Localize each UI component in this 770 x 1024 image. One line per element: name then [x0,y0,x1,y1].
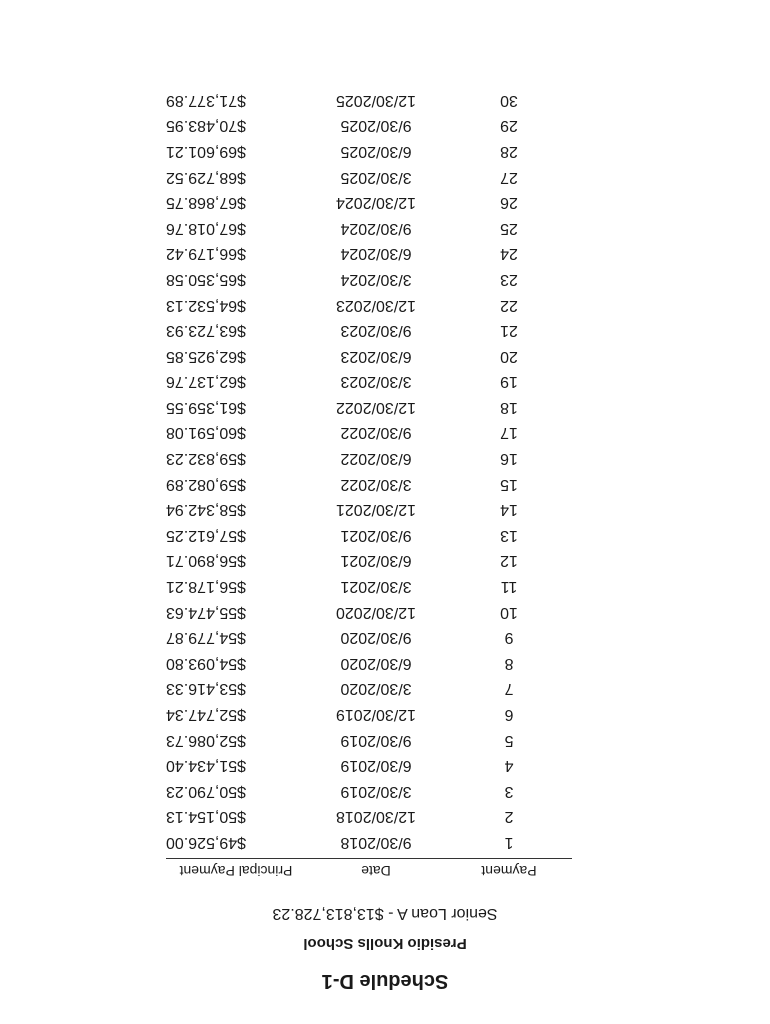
payment-number: 12 [500,552,518,570]
payment-number: 25 [500,219,518,237]
payment-date: 3/30/2023 [340,373,412,391]
principal-amount: $59,832.23 [166,450,247,468]
payment-date: 12/30/2020 [335,603,417,621]
column-header-principal: Principal Payment [179,863,293,879]
payment-number: 23 [500,270,518,288]
principal-amount: $58,342.94 [166,501,247,519]
payment-date: 12/30/2019 [335,706,417,724]
payment-date: 9/30/2023 [340,322,412,340]
payment-number: 16 [500,450,518,468]
principal-amount: $49,526.00 [166,834,247,851]
table-row [166,241,572,267]
principal-amount: $59,082.89 [166,475,247,493]
table-row [166,650,572,676]
table-row [166,625,572,651]
school-name: Presidio Knolls School [303,935,467,952]
payment-date: 9/30/2022 [340,424,412,442]
payment-number: 13 [500,526,518,544]
payment-date: 6/30/2024 [340,245,412,263]
payment-number: 5 [504,731,514,749]
payment-number: 6 [504,706,514,724]
table-row [166,778,572,804]
principal-amount: $56,178.21 [166,578,247,596]
payment-date: 3/30/2025 [340,168,412,186]
schedule-title: Schedule D-1 [321,970,449,992]
table-row [166,497,572,523]
table-row [166,829,572,855]
payment-number: 7 [504,680,514,698]
principal-amount: $71,377.89 [166,91,247,109]
principal-amount: $64,532.13 [166,296,247,314]
table-row [166,727,572,753]
table-row [166,343,572,369]
payment-date: 3/30/2019 [340,782,412,800]
payment-number: 28 [500,142,518,160]
payment-date: 3/30/2022 [340,475,412,493]
payment-number: 26 [500,194,518,212]
principal-amount: $50,154.13 [166,808,247,826]
payment-number: 10 [500,603,518,621]
principal-amount: $57,612.25 [166,526,247,544]
payment-number: 8 [504,654,514,672]
principal-amount: $55,474.63 [166,603,247,621]
principal-amount: $53,416.33 [166,680,247,698]
table-row [166,471,572,497]
principal-amount: $50,790.23 [166,782,247,800]
table-row [166,548,572,574]
payment-number: 20 [500,347,518,365]
principal-amount: $69,601.21 [166,142,247,160]
payment-date: 6/30/2022 [340,450,412,468]
payment-schedule-table [166,87,572,883]
payment-date: 12/30/2024 [335,194,417,212]
payment-date: 12/30/2023 [335,296,417,314]
table-row [166,113,572,139]
payment-number: 19 [500,373,518,391]
payment-number: 9 [504,629,514,647]
payment-number: 30 [500,91,518,109]
payment-date: 6/30/2025 [340,142,412,160]
principal-amount: $70,483.95 [166,117,247,135]
table-row [166,266,572,292]
payment-number: 21 [500,322,518,340]
principal-amount: $67,018.76 [166,219,247,237]
principal-amount: $62,925.85 [166,347,247,365]
table-row [166,394,572,420]
table-row [166,522,572,548]
principal-amount: $65,350.58 [166,270,247,288]
payment-date: 6/30/2021 [340,552,412,570]
principal-amount: $61,359.55 [166,398,247,416]
table-body [166,87,572,858]
table-row [166,753,572,779]
principal-amount: $51,434.40 [166,757,247,775]
principal-amount: $63,723.93 [166,322,247,340]
table-row [166,599,572,625]
principal-amount: $52,747.34 [166,706,247,724]
payment-date: 6/30/2019 [340,757,412,775]
table-row [166,292,572,318]
principal-amount: $54,093.80 [166,654,247,672]
table-row [166,369,572,395]
payment-number: 29 [500,117,518,135]
principal-amount: $68,729.52 [166,168,247,186]
table-row [166,573,572,599]
payment-date: 3/30/2020 [340,680,412,698]
table-row [166,190,572,216]
table-row [166,138,572,164]
payment-number: 1 [504,834,514,851]
principal-amount: $56,890.71 [166,552,247,570]
payment-number: 17 [500,424,518,442]
principal-amount: $54,779.87 [166,629,247,647]
table-row [166,446,572,472]
payment-date: 12/30/2022 [335,398,417,416]
principal-amount: $52,086.73 [166,731,247,749]
table-header [166,858,572,883]
payment-date: 9/30/2024 [340,219,412,237]
principal-amount: $60,591.08 [166,424,247,442]
payment-number: 14 [500,501,518,519]
payment-date: 9/30/2020 [340,629,412,647]
principal-amount: $67,868.75 [166,194,247,212]
payment-date: 6/30/2020 [340,654,412,672]
table-row [166,318,572,344]
payment-number: 24 [500,245,518,263]
payment-number: 18 [500,398,518,416]
payment-number: 2 [504,808,514,826]
payment-number: 27 [500,168,518,186]
payment-date: 9/30/2021 [340,526,412,544]
payment-date: 3/30/2024 [340,270,412,288]
table-row [166,87,572,113]
payment-date: 12/30/2021 [335,501,417,519]
payment-number: 15 [500,475,518,493]
table-row [166,804,572,830]
table-row [166,701,572,727]
table-row [166,676,572,702]
payment-number: 3 [504,782,514,800]
principal-amount: $62,137.76 [166,373,247,391]
principal-amount: $66,179.42 [166,245,247,263]
payment-date: 9/30/2025 [340,117,412,135]
payment-date: 9/30/2019 [340,731,412,749]
table-row [166,164,572,190]
payment-date: 12/30/2025 [335,91,417,109]
payment-number: 4 [504,757,514,775]
payment-date: 3/30/2021 [340,578,412,596]
table-row [166,215,572,241]
loan-description: Senior Loan A - $13,813,728.23 [272,905,498,922]
column-header-payment: Payment [481,863,537,879]
payment-date: 9/30/2018 [340,834,412,851]
column-header-date: Date [361,863,391,879]
payment-date: 6/30/2023 [340,347,412,365]
payment-number: 22 [500,296,518,314]
table-row [166,420,572,446]
payment-date: 12/30/2018 [335,808,417,826]
payment-number: 11 [500,578,518,596]
